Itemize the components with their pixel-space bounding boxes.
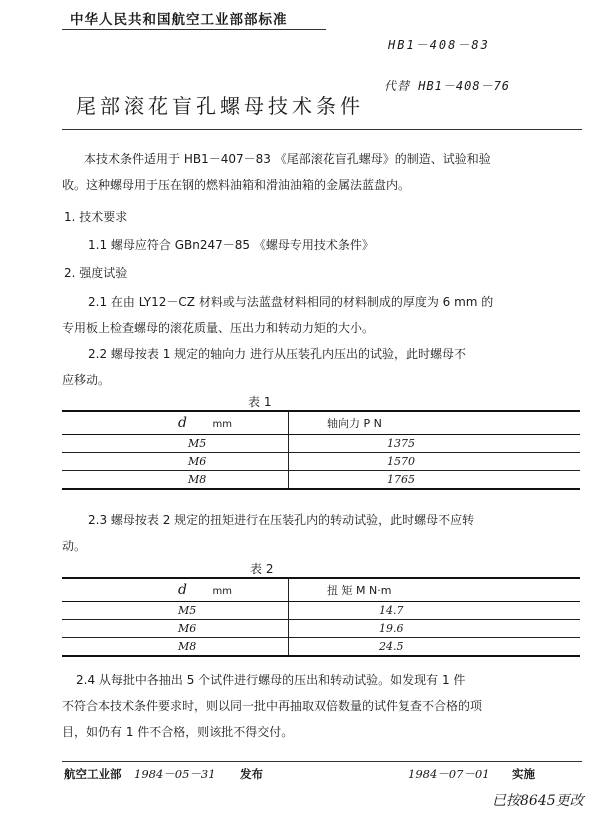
- table-1-caption: 表 1: [248, 395, 272, 409]
- table-row: [62, 411, 580, 435]
- table-1-v-m5: 1375: [387, 437, 415, 450]
- table-row: [62, 453, 580, 471]
- section-2-1-line-2: 专用板上检查螺母的滚花质量、压出力和转动力矩的大小。: [62, 321, 375, 335]
- effective-label: 实施: [512, 767, 535, 781]
- section-2-3-line-2: 动。: [62, 539, 87, 553]
- replaces-standard: 代替 HB1－408－76: [384, 79, 511, 93]
- table-2-head-torque-label: 扭 矩 M N·m: [327, 584, 392, 597]
- section-2-4-line-3: 目，如仍有 1 件不合格，则该批不得交付。: [62, 725, 294, 739]
- section-2-2-line-1: 2.2 螺母按表 1 规定的轴向力 进行从压装孔内压出的试验，此时螺母不: [88, 347, 466, 361]
- handwritten-note: 已按8645更改: [492, 793, 584, 809]
- table-1-head-force-label: 轴向力 P N: [327, 417, 382, 430]
- table-2-head-d-symbol: d: [178, 582, 187, 598]
- document-title: 尾部滚花盲孔螺母技术条件: [76, 94, 364, 118]
- table-1-d-m6: M6: [188, 455, 207, 468]
- section-1-1: 1.1 螺母应符合 GBn247－85 《螺母专用技术条件》: [88, 238, 374, 252]
- table-1-head-unit: mm: [212, 419, 232, 430]
- issuer: 航空工业部: [64, 767, 122, 781]
- table-2-caption: 表 2: [250, 562, 274, 576]
- table-1-d-m5: M5: [188, 437, 207, 450]
- table-2-v-m5: 14.7: [379, 604, 404, 617]
- table-2-v-m8: 24.5: [379, 640, 404, 653]
- table-2-head-unit: mm: [212, 586, 232, 597]
- table-1-head-d-symbol: d: [178, 415, 187, 431]
- table-2-d-m8: M8: [178, 640, 197, 653]
- table-2-d-m6: M6: [178, 622, 197, 635]
- issue-date: 1984－05－31: [134, 767, 216, 781]
- section-2-4-line-1: 2.4 从每批中各抽出 5 个试件进行螺母的压出和转动试验。如发现有 1 件: [76, 673, 466, 687]
- section-2-heading: 2. 强度试验: [64, 266, 128, 280]
- section-2-2-line-2: 应移动。: [62, 373, 111, 387]
- table-1-head-force: [289, 411, 581, 435]
- section-1-heading: 1. 技术要求: [64, 210, 128, 224]
- table-2-head-d: [62, 578, 289, 602]
- table-row: [62, 471, 580, 490]
- table-row: [62, 578, 580, 602]
- section-2-4-line-2: 不符合本技术条件要求时，则以同一批中再抽取双倍数量的试件复查不合格的项: [62, 699, 483, 713]
- table-row: [62, 620, 580, 638]
- issued-label: 发布: [240, 767, 263, 781]
- standard-number: HB1－408－83: [388, 38, 490, 52]
- table-1: [62, 410, 580, 490]
- issuing-organization: 中华人民共和国航空工业部部标准: [70, 12, 288, 28]
- section-2-3-line-1: 2.3 螺母按表 2 规定的扭矩进行在压装孔内的转动试验，此时螺母不应转: [88, 513, 475, 527]
- intro-line-1: 本技术条件适用于 HB1－407－83 《尾部滚花盲孔螺母》的制造、试验和验: [84, 152, 491, 166]
- intro-line-2: 收。这种螺母用于压在钢的燃料油箱和滑油油箱的金属法蓝盘内。: [62, 178, 411, 192]
- title-rule: [62, 129, 582, 130]
- footer-rule: [62, 761, 582, 762]
- table-1-d-m8: M8: [188, 473, 207, 486]
- table-2-v-m6: 19.6: [379, 622, 404, 635]
- table-2: [62, 577, 580, 657]
- table-2-d-m5: M5: [178, 604, 197, 617]
- table-1-v-m6: 1570: [387, 455, 415, 468]
- table-2-head-torque: [289, 578, 581, 602]
- table-row: [62, 435, 580, 453]
- section-2-1-line-1: 2.1 在由 LY12－CZ 材料或与法蓝盘材料相同的材料制成的厚度为 6 mm 的: [88, 295, 494, 309]
- effective-date: 1984－07－01: [408, 767, 490, 781]
- table-row: [62, 638, 580, 657]
- table-1-head-d: [62, 411, 289, 435]
- table-1-v-m8: 1765: [387, 473, 415, 486]
- table-row: [62, 602, 580, 620]
- header-rule: [62, 29, 326, 30]
